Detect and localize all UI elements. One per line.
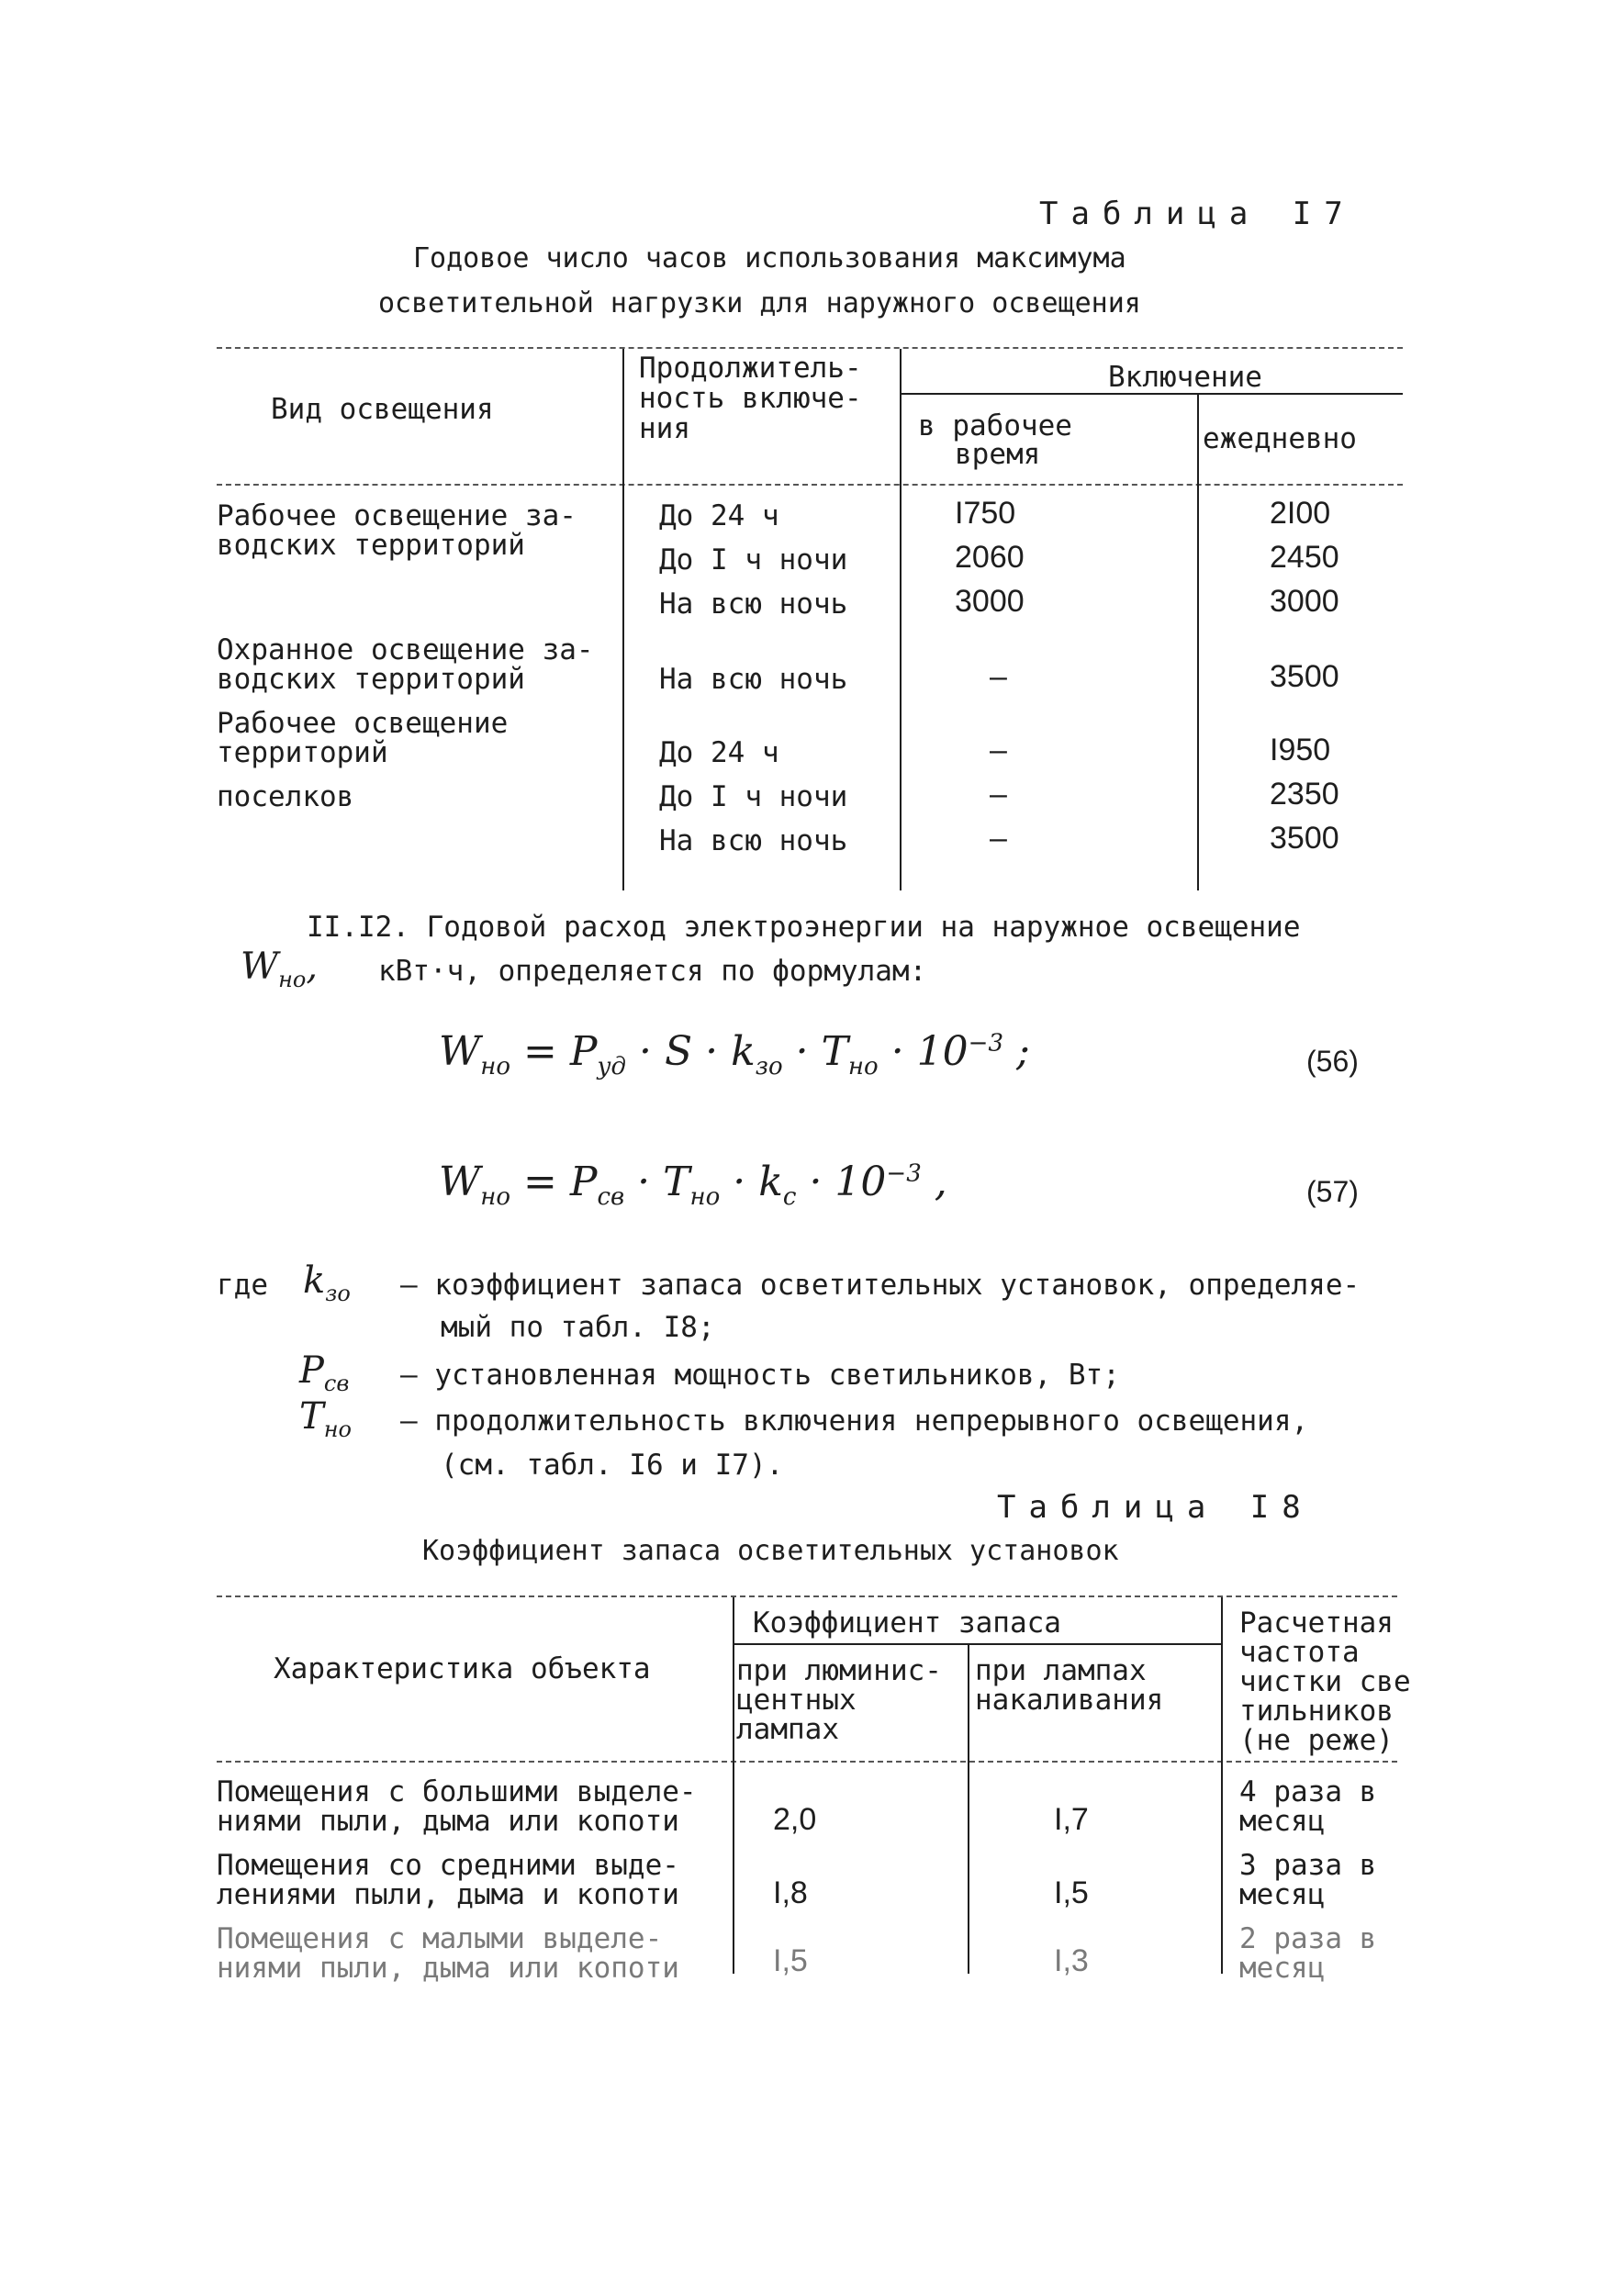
table17-work-value: – <box>990 821 1007 856</box>
table17-header-rule <box>217 484 1403 486</box>
table17-daily-value: I950 <box>1270 733 1331 767</box>
where-item-3-line1: – продолжительность включения непрерывного освещения, <box>400 1405 1309 1438</box>
table18-vline-1 <box>733 1597 734 1974</box>
table18-freq-line: месяц <box>1239 1805 1326 1838</box>
table17-daily-value: 2I00 <box>1270 496 1331 531</box>
table18-incand-value: I,5 <box>1054 1875 1089 1910</box>
table17-duration: До I ч ночи <box>659 543 848 577</box>
table18-object-line: ниями пыли, дыма или копоти <box>217 1805 679 1838</box>
table18-fluor-value: 2,0 <box>773 1802 817 1837</box>
table17-work-value: – <box>990 659 1007 694</box>
table17-duration: До 24 ч <box>659 499 779 532</box>
table17-duration: На всю ночь <box>659 588 848 621</box>
table17-work-value: – <box>990 733 1007 767</box>
table17-type-2-line2: водских территорий <box>217 663 525 696</box>
table17-type-3-line3: поселков <box>217 780 354 813</box>
table17-duration: На всю ночь <box>659 824 848 857</box>
table17-work-value: – <box>990 777 1007 812</box>
table18-object-line: Помещения со средними выде- <box>217 1849 679 1882</box>
symbol-w-no: $W_{но}$, <box>241 946 319 992</box>
table18-object-line: Помещения с малыми выделе- <box>217 1922 663 1955</box>
paragraph-line1: II.I2. Годовой расход электроэнергии на наружное освещение <box>307 911 1301 944</box>
table17-header-type: Вид освещения <box>271 393 494 426</box>
symbol-k-zo: $k_{зо}$ <box>303 1259 351 1306</box>
table18-fluor-value: I,5 <box>773 1943 808 1978</box>
table17-header-duration-2: ность включе- <box>639 382 862 415</box>
table17-header-duration-3: ния <box>639 412 690 445</box>
table17-type-1-line2: водских территорий <box>217 529 525 562</box>
table18-freq-line: 3 раза в <box>1239 1849 1377 1882</box>
table18-object-line: ниями пыли, дыма или копоти <box>217 1952 679 1985</box>
table17-vline-1 <box>622 349 624 890</box>
where-item-2-line1: – установленная мощность светильников, Вт; <box>400 1359 1120 1392</box>
table17-header-switching: Включение <box>1108 361 1262 394</box>
where-item-3-line2: (см. табл. I6 и I7). <box>441 1449 784 1482</box>
where-item-1-line2: мый по табл. I8; <box>441 1311 715 1344</box>
formula-57: $W_{но} = P_{св} \cdot T_{но} \cdot k_с \cdot 10^{-3}$ , <box>439 1159 947 1211</box>
table18-header-freq-4: тильников <box>1239 1695 1394 1728</box>
table17-caption: Таблица I7 <box>1039 196 1356 232</box>
table17-title-line2: осветительной нагрузки для наружного освещения <box>378 287 1141 319</box>
table17-work-value: 3000 <box>955 584 1025 619</box>
table17-daily-value: 3500 <box>1270 821 1339 856</box>
table18-freq-line: 2 раза в <box>1239 1922 1377 1955</box>
table17-vline-2 <box>900 349 902 890</box>
table18-header-coef: Коэффициент запаса <box>753 1606 1061 1640</box>
table18-freq-line: месяц <box>1239 1878 1326 1911</box>
table17-work-value: 2060 <box>955 540 1025 575</box>
table17-type-2-line1: Охранное освещение за- <box>217 633 594 666</box>
table17-type-3-line2: территорий <box>217 736 388 769</box>
table17-daily-value: 2350 <box>1270 777 1339 812</box>
table18-coef-rule <box>733 1643 1221 1645</box>
table17-vline-3 <box>1197 395 1199 890</box>
where-item-1-line1: – коэффициент запаса осветительных установок, определяе- <box>400 1269 1361 1302</box>
paragraph-line2: кВт·ч, определяется по формулам: <box>378 955 927 988</box>
table18-title: Коэффициент запаса осветительных установок <box>422 1535 1119 1567</box>
table18-vline-2 <box>968 1645 969 1974</box>
table17-header-worktime-1: в рабочее <box>918 409 1072 442</box>
symbol-t-no: $T_{но}$ <box>299 1395 352 1442</box>
table17-duration: До I ч ночи <box>659 780 848 813</box>
table17-header-daily: ежедневно <box>1203 422 1357 455</box>
table17-daily-value: 3500 <box>1270 659 1339 694</box>
table18-header-fluor-2: центных <box>736 1684 857 1717</box>
table18-header-incand-1: при лампах <box>975 1654 1147 1687</box>
table17-work-value: I750 <box>955 496 1016 531</box>
table18-fluor-value: I,8 <box>773 1875 808 1910</box>
table18-incand-value: I,3 <box>1054 1943 1089 1978</box>
formula-56-number: (56) <box>1306 1045 1359 1078</box>
table18-vline-3 <box>1221 1597 1223 1974</box>
table18-header-freq-1: Расчетная <box>1239 1606 1394 1640</box>
table17-daily-value: 3000 <box>1270 584 1339 619</box>
table18-header-fluor-3: лампах <box>736 1713 839 1746</box>
where-intro: где <box>217 1269 268 1302</box>
table17-duration: На всю ночь <box>659 663 848 696</box>
table18-object-line: лениями пыли, дыма и копоти <box>217 1878 679 1911</box>
table18-header-fluor-1: при люминис- <box>736 1654 942 1687</box>
table18-header-freq-3: чистки све <box>1239 1665 1411 1698</box>
table18-caption: Таблица I8 <box>997 1489 1314 1526</box>
table18-freq-line: месяц <box>1239 1952 1326 1985</box>
table18-header-freq-5: (не реже) <box>1239 1724 1394 1757</box>
formula-57-number: (57) <box>1306 1175 1359 1208</box>
table18-incand-value: I,7 <box>1054 1802 1089 1837</box>
formula-56: $W_{но} = P_{уд} \cdot S \cdot k_{зо} \cdot T_{но} \cdot 10^{-3}$ ; <box>439 1028 1030 1080</box>
table17-top-rule <box>217 347 1403 349</box>
table18-header-freq-2: частота <box>1239 1636 1360 1669</box>
table17-title-line1: Годовое число часов использования максимума <box>413 242 1126 274</box>
table18-header-incand-2: накаливания <box>975 1684 1164 1717</box>
table17-duration: До 24 ч <box>659 736 779 769</box>
symbol-p-sv: $P_{св}$ <box>299 1349 350 1396</box>
table18-object-line: Помещения с большими выделе- <box>217 1775 697 1808</box>
table17-type-1-line1: Рабочее освещение за- <box>217 499 577 532</box>
table17-header-duration-1: Продолжитель- <box>639 352 862 385</box>
table17-daily-value: 2450 <box>1270 540 1339 575</box>
table18-freq-line: 4 раза в <box>1239 1775 1377 1808</box>
table17-type-3-line1: Рабочее освещение <box>217 707 509 740</box>
table18-header-object: Характеристика объекта <box>274 1652 651 1685</box>
table17-header-worktime-2: время <box>955 438 1041 471</box>
